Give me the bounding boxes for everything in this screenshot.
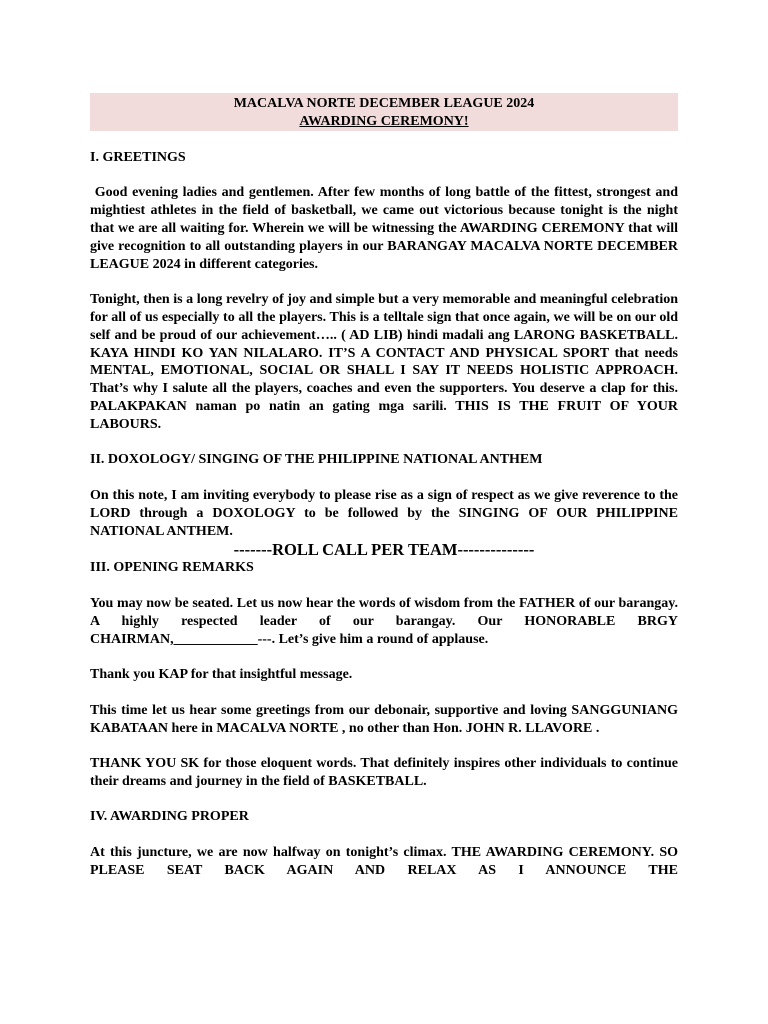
document-title: MACALVA NORTE DECEMBER LEAGUE 2024 [233,96,535,111]
spacer [90,167,678,185]
spacer [90,131,678,149]
opening-paragraph-3: This time let us hear some greetings from our debonair, supportive and loving SANGGUNIANG KABATAAN here in MACALVA NORTE , no other than Hon. JOHN R. LLAVORE . [90,702,678,736]
spacer [90,791,678,809]
opening-paragraph-1: You may now be seated. Let us now hear the words of wisdom from the FATHER of our barangay. A highly respected leader of our barangay. Our HONORABLE BRGY CHAIRMAN,____________---. Let’s give him a round of applause. [90,595,678,647]
doxology-paragraph: On this note, I am inviting everybody to please rise as a sign of respect as we give reverence to the LORD through a DOXOLOGY to be followed by the SINGING OF OUR PHILIPPINE NATIONAL ANTHEM. [90,487,678,539]
document-subtitle: AWARDING CEREMONY! [299,113,469,129]
title-banner [90,93,678,131]
document-page [90,93,682,880]
spacer [90,648,678,666]
spacer [90,577,678,595]
opening-remarks-heading: III. OPENING REMARKS [90,560,254,576]
awarding-paragraph: At this juncture, we are now halfway on tonight’s climax. THE AWARDING CEREMONY. SO PLEASE SEAT BACK AGAIN AND RELAX AS I ANNOUNCE THE [90,845,678,878]
opening-paragraph-4: THANK YOU SK for those eloquent words. That definitely inspires other individuals to continue their dreams and journey in the field of BASKETBALL. [90,756,678,789]
spacer [90,434,678,452]
roll-call-line: -------ROLL CALL PER TEAM-------------- [233,540,535,560]
spacer [90,273,678,291]
greetings-paragraph-1: Good evening ladies and gentlemen. After few months of long battle of the fittest, strongest and mightiest athletes in the field of basketball, we came out victorious because tonight is the night that we are all waiting for. Wherein we will be witnessing the AWARDING CEREMONY that will give recognition to all outstanding players in our BARANGAY MACALVA NORTE DECEMBER LEAGUE 2024 in different categories. [90,185,682,272]
spacer [90,469,678,487]
opening-paragraph-2: Thank you KAP for that insightful message. [90,667,353,683]
spacer [90,826,678,844]
greetings-paragraph-2: Tonight, then is a long revelry of joy and simple but a very memorable and meaningful celebration for all of us especially to all the players. This is a telltale sign that once again, we will be on our old self and be proud of our achievement….. ( AD LIB) hindi madali ang LARONG BASKETBALL. KAYA HINDI KO YAN NILALARO. IT’S A CONTACT AND PHYSICAL SPORT that needs MENTAL, EMOTIONAL, SOCIAL OR SHALL I SAY IT NEEDS HOLISTIC APPROACH. That’s why I salute all the players, coaches and even the supporters. You deserve a clap for this. PALAKPAKAN naman po natin an gating mga sarili. THIS IS THE FRUIT OF YOUR LABOURS. [90,292,678,432]
awarding-heading: IV. AWARDING PROPER [90,809,249,825]
greetings-heading: I. GREETINGS [90,149,186,165]
spacer [90,684,678,702]
doxology-heading: II. DOXOLOGY/ SINGING OF THE PHILIPPINE NATIONAL ANTHEM [90,452,543,468]
spacer [90,737,678,755]
